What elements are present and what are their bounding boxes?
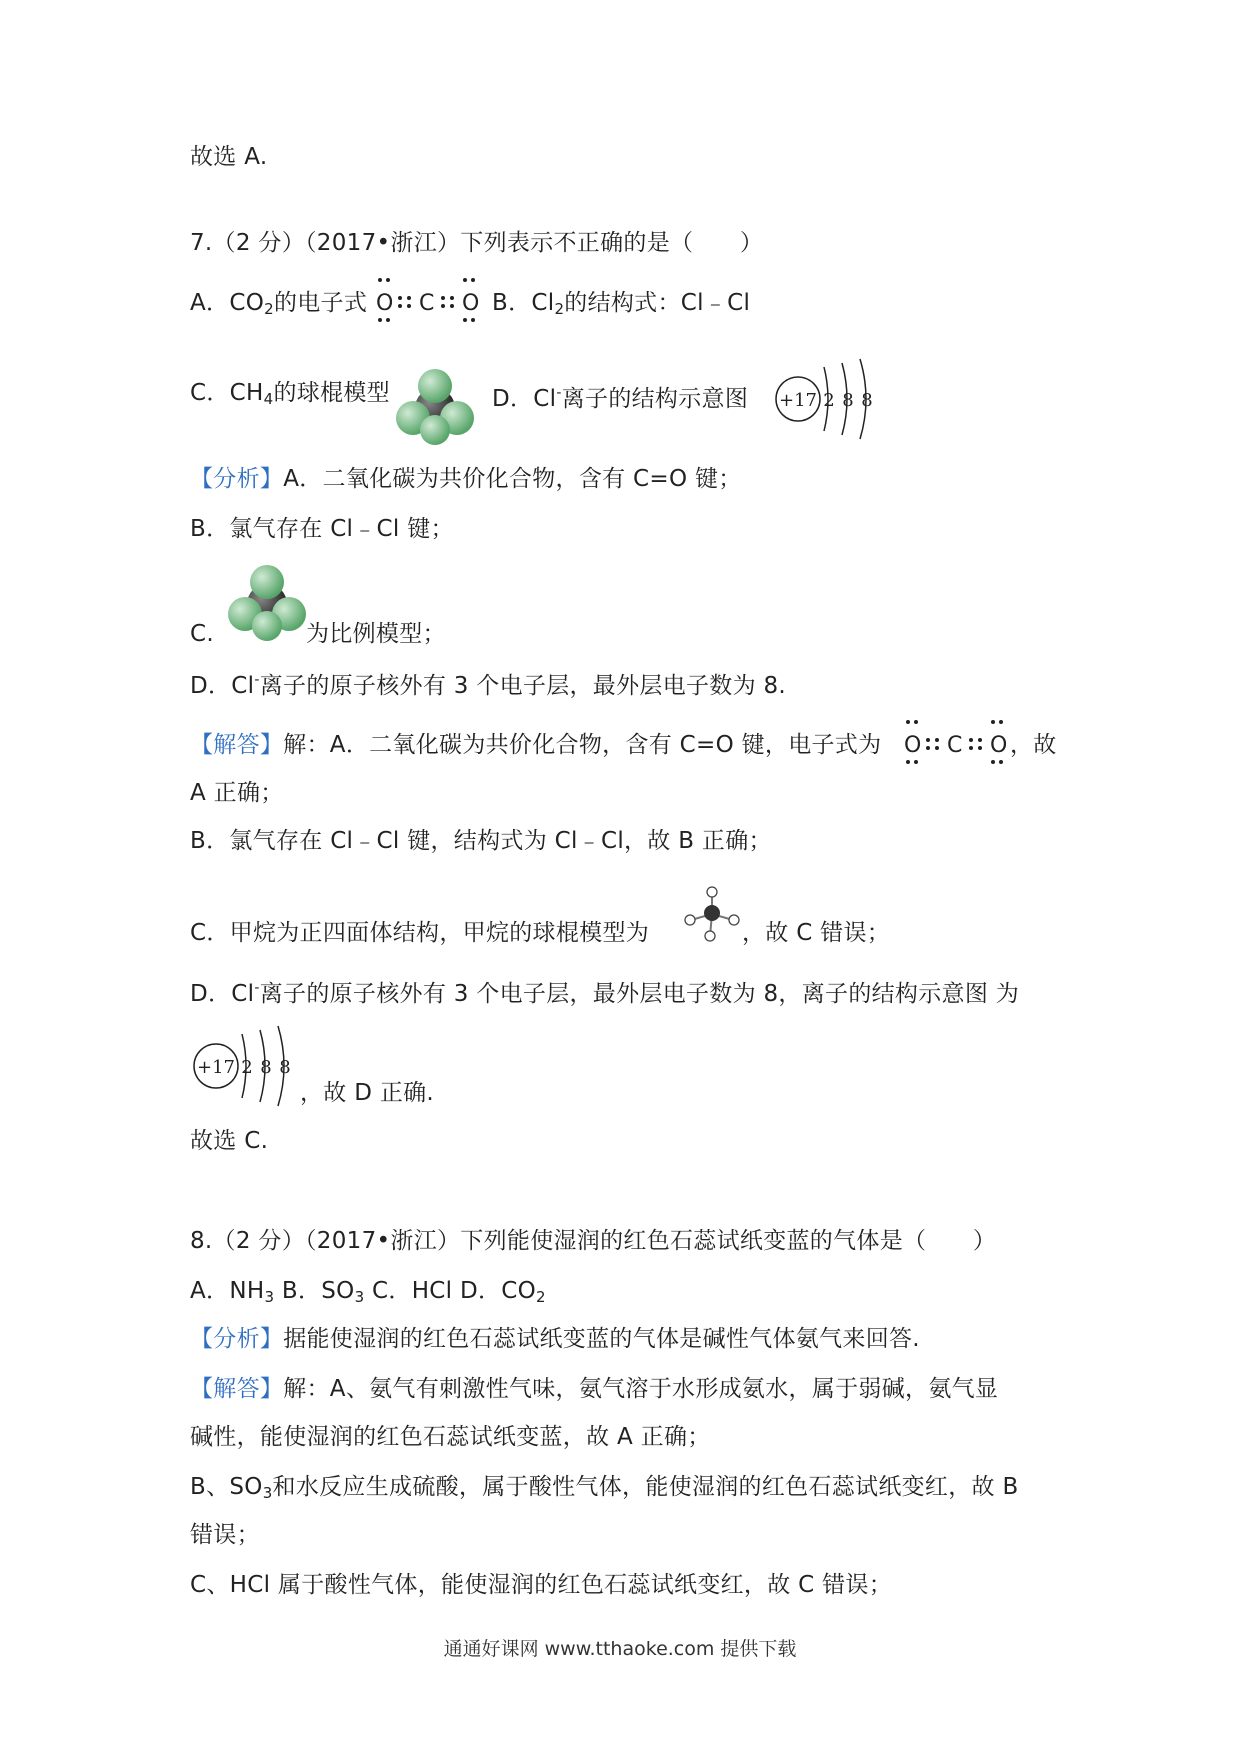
solution-8-a-line1: 【解答】解：A、氨气有刺激性气味，氨气溶于水形成氨水，属于弱碱，氨气显 bbox=[190, 1376, 999, 1402]
question-7-option-a: A．$CO_2$的电子式 bbox=[190, 290, 368, 318]
solution-7-a-line1-end: ，故 bbox=[1010, 732, 1057, 758]
cl-shell-1-2: 2 bbox=[241, 1057, 253, 1078]
cl-shell-3-2: 8 bbox=[279, 1057, 291, 1078]
analysis-7-c-pre: C. bbox=[190, 621, 214, 647]
cl-shell-2: 8 bbox=[842, 390, 854, 411]
page-footer: 通通好课网 www.tthaoke.com 提供下载 bbox=[443, 1638, 797, 1660]
cl-shell-2-2: 8 bbox=[260, 1057, 272, 1078]
co2-o1-text: O bbox=[376, 291, 394, 316]
co2-c-text-2: C bbox=[947, 733, 963, 758]
analysis-8: 【分析】据能使湿润的红色石蕊试纸变蓝的气体是碱性气体氨气来回答. bbox=[190, 1326, 920, 1352]
question-7-stem: 7.（2 分）（2017•浙江）下列表示不正确的是（ ） bbox=[190, 230, 764, 256]
question-7-option-b: B．$Cl_2$的结构式：Cl﹣Cl bbox=[492, 290, 751, 318]
solution-8-a-line2: 碱性，能使湿润的红色石蕊试纸变蓝，故 A 正确； bbox=[190, 1424, 711, 1450]
cl-nucleus-label-2: +17 bbox=[197, 1057, 235, 1078]
solution-8-c: C、HCl 属于酸性气体，能使湿润的红色石蕊试纸变红，故 C 错误； bbox=[190, 1572, 892, 1598]
cl-shell-3: 8 bbox=[861, 390, 873, 411]
cl-shell-1: 2 bbox=[823, 390, 835, 411]
ch4-ball-stick-image bbox=[682, 884, 742, 944]
solution-8-b-line2: 错误； bbox=[190, 1522, 260, 1548]
solution-7-b: B．氯气存在 Cl﹣Cl 键，结构式为 Cl﹣Cl，故 B 正确； bbox=[190, 828, 772, 854]
solution-7-a-line1: 【解答】解：A．二氧化碳为共价化合物，含有 C=O 键，电子式为 bbox=[190, 732, 882, 758]
solution-7-d-line1: D．Cl-离子的原子核外有 3 个电子层，最外层电子数为 8，离子的结构示意图 为 bbox=[190, 980, 1020, 1007]
solution-8-b-line1: B、$SO_3$和水反应生成硫酸，属于酸性气体，能使湿润的红色石蕊试纸变红，故 B bbox=[190, 1474, 1019, 1502]
cl-ion-structure-diagram bbox=[770, 345, 890, 445]
analysis-7-b: B．氯气存在 Cl﹣Cl 键； bbox=[190, 516, 454, 542]
ch4-space-filling-image bbox=[226, 563, 308, 645]
co2-o2-text: O bbox=[462, 291, 480, 316]
answer-line: 故选 A. bbox=[190, 144, 268, 170]
question-8-stem: 8.（2 分）（2017•浙江）下列能使湿润的红色石蕊试纸变蓝的气体是（ ） bbox=[190, 1228, 997, 1254]
question-7-option-c: C．$CH_4$的球棍模型 bbox=[190, 380, 390, 408]
question-7-option-d: D．Cl-离子的结构示意图 bbox=[492, 385, 749, 412]
co2-o2-text-2: O bbox=[990, 733, 1008, 758]
analysis-7-a: 【分析】A．二氧化碳为共价化合物，含有 C=O 键； bbox=[190, 466, 742, 492]
cl-nucleus-label: +17 bbox=[779, 390, 817, 411]
co2-o1-text-2: O bbox=[904, 733, 922, 758]
analysis-7-d: D．Cl-离子的原子核外有 3 个电子层，最外层电子数为 8. bbox=[190, 672, 787, 699]
co2-electron-formula bbox=[372, 270, 482, 330]
question-8-options: A．$NH_3$ B．$SO_3$ C．HCl D．$CO_2$ bbox=[190, 1278, 546, 1306]
cl-ion-structure-diagram-2 bbox=[188, 1012, 308, 1112]
ch4-space-filling-image bbox=[395, 368, 475, 448]
solution-7-end: 故选 C. bbox=[190, 1128, 269, 1154]
co2-electron-formula-2 bbox=[900, 712, 1010, 772]
solution-7-d-line2: ，故 D 正确. bbox=[300, 1080, 435, 1106]
co2-c-text: C bbox=[419, 291, 435, 316]
solution-7-c-pre: C．甲烷为正四面体结构，甲烷的球棍模型为 bbox=[190, 920, 650, 946]
solution-7-c-post: ，故 C 错误； bbox=[742, 920, 891, 946]
solution-7-a-line2: A 正确； bbox=[190, 780, 284, 806]
analysis-7-c-post: 为比例模型； bbox=[306, 621, 446, 647]
